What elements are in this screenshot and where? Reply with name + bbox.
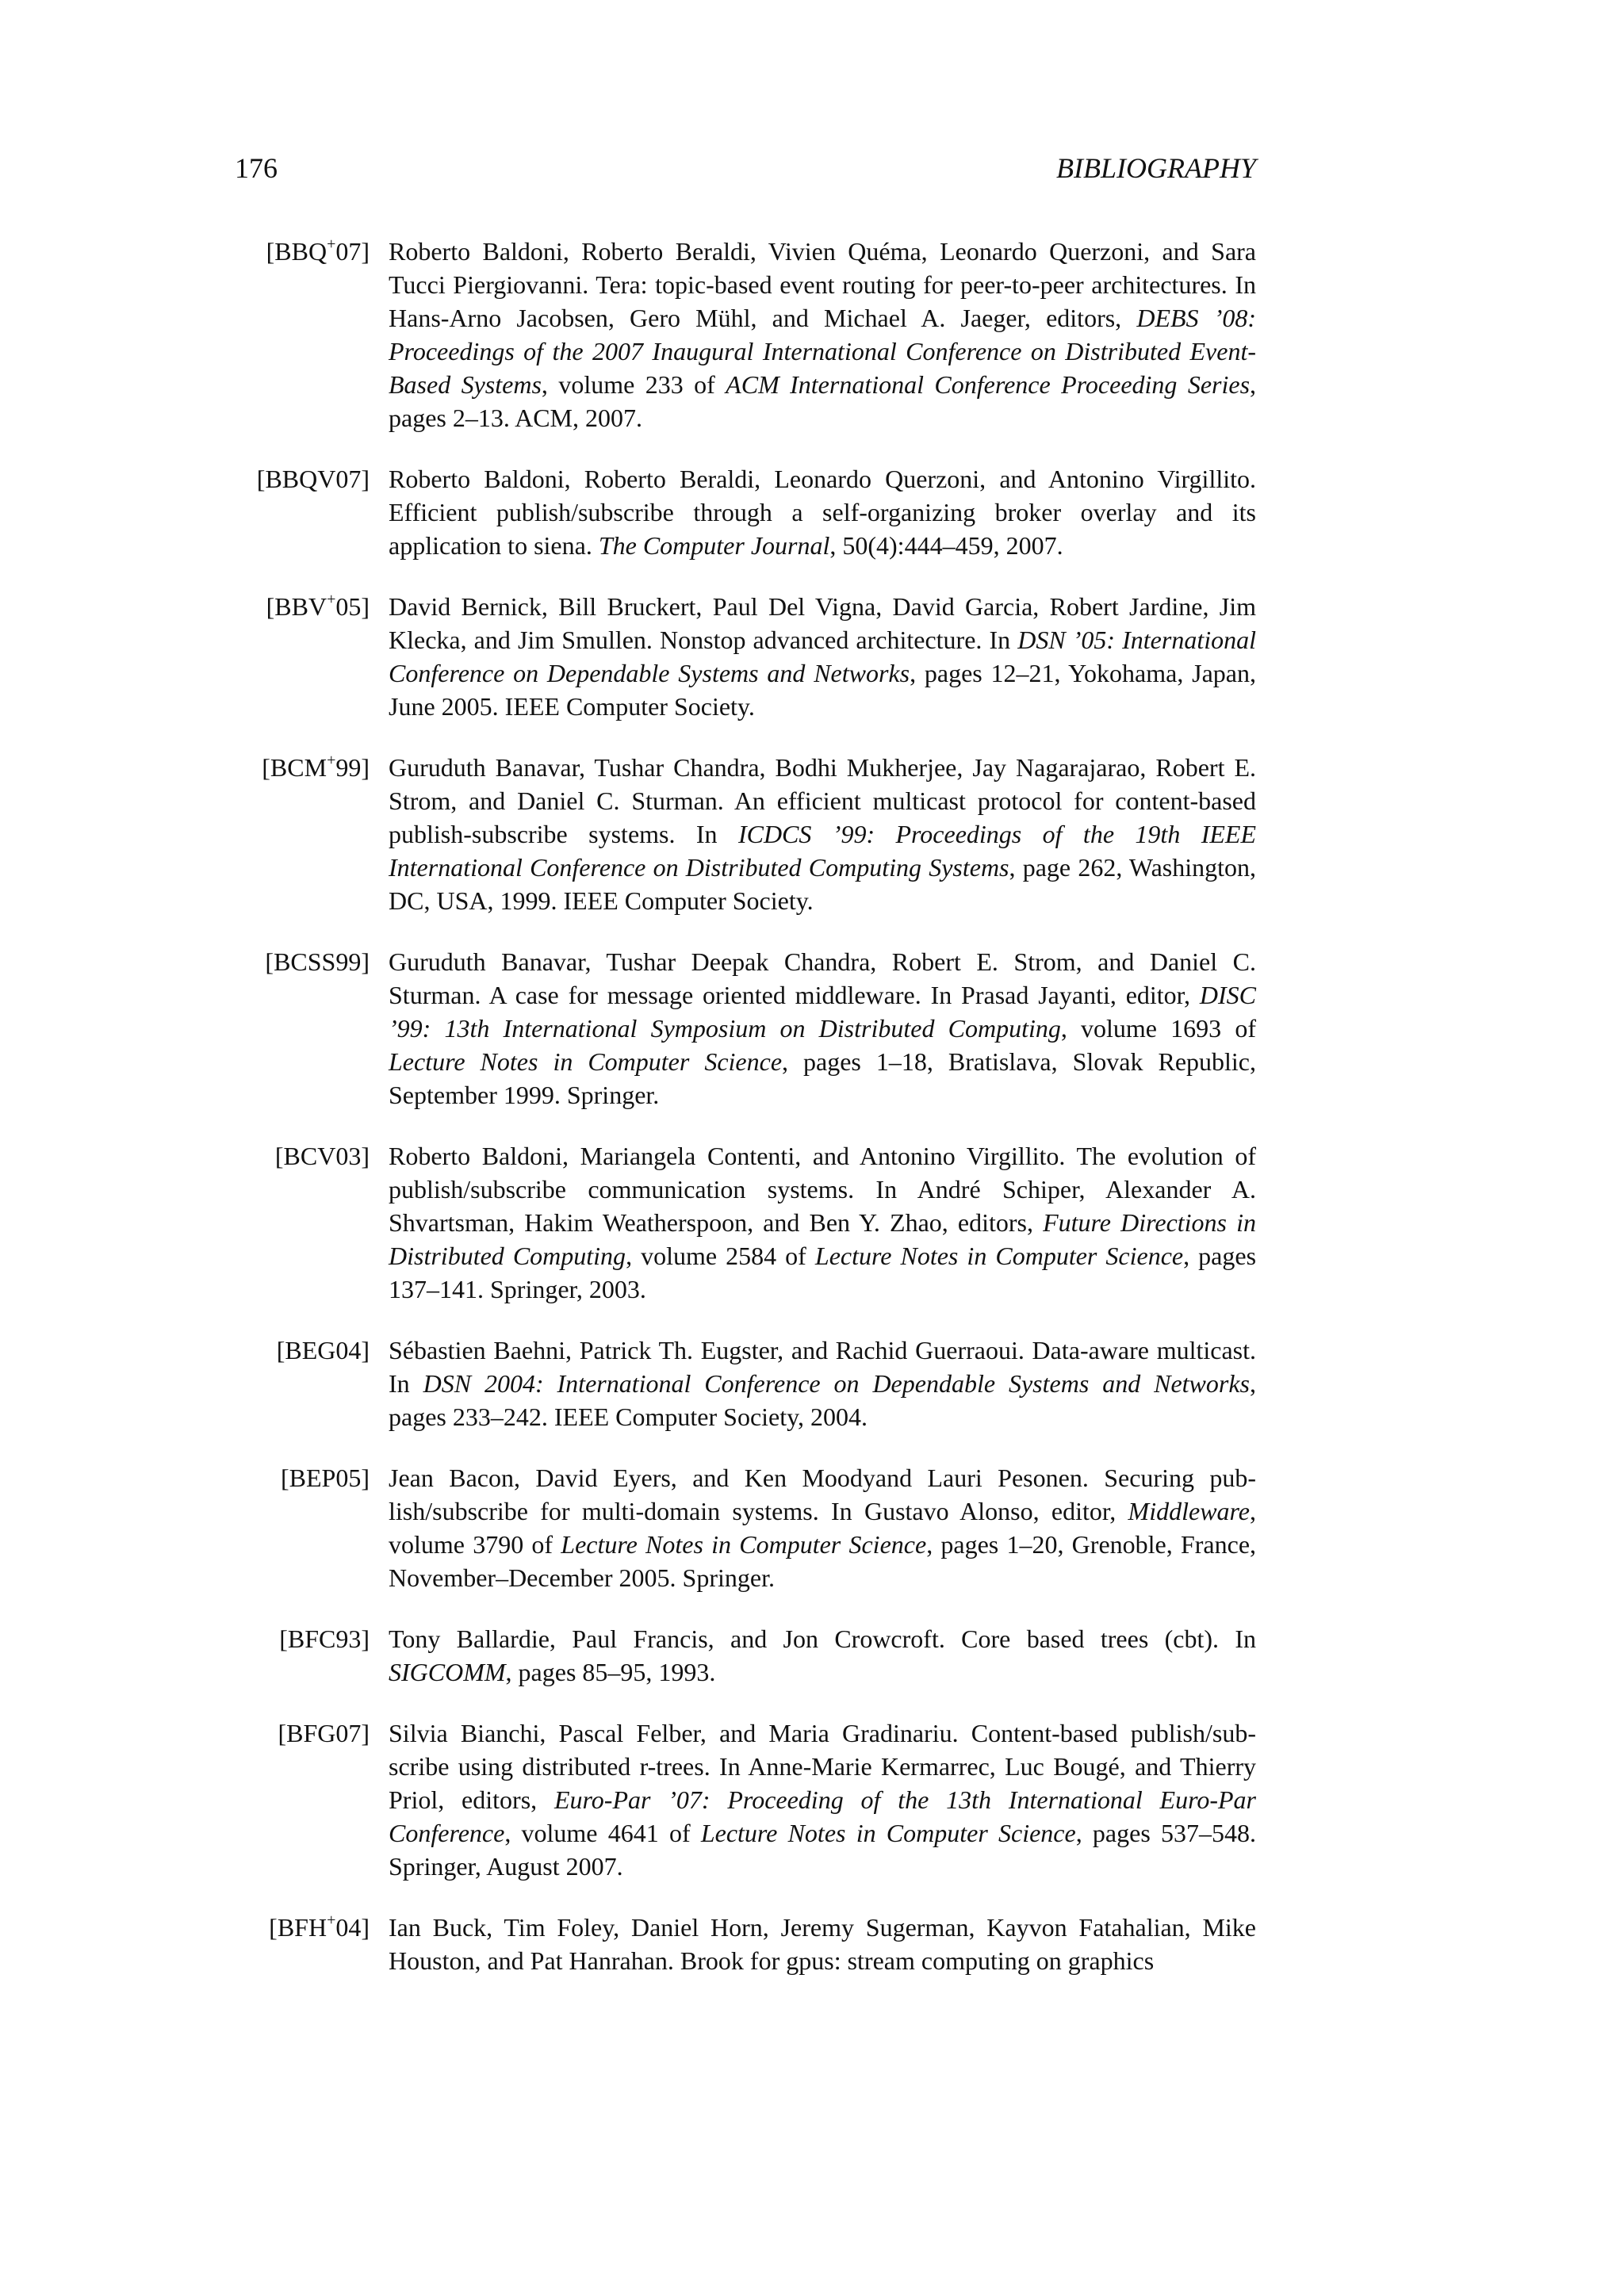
- bib-entry: [235, 1716, 1256, 1883]
- bib-segment: , pages 137–141. Springer, 2003.: [389, 1242, 1257, 1303]
- bib-italic-segment: DEBS ’08: Proceedings of the 2007 Inaugural International Conference on Distributed Event-Based Systems: [389, 304, 1257, 399]
- bib-text: [389, 1911, 1256, 1977]
- bib-segment: , volume 2584 of: [626, 1242, 815, 1270]
- bib-key-base: BBQV07: [265, 465, 362, 493]
- bib-key-base: BFG07: [286, 1719, 362, 1747]
- bib-segment: , volume 233 of: [541, 370, 726, 399]
- bib-italic-segment: SIGCOMM: [389, 1658, 506, 1686]
- bib-segment: Sébastien Baehni, Patrick Th. Eugster, and Rachid Guerraoui. Data-aware multicast. In: [389, 1336, 1256, 1398]
- bib-key-sup: +: [327, 1911, 336, 1930]
- bib-key-sup: +: [327, 591, 336, 609]
- bib-text: [389, 751, 1256, 917]
- bib-entry: [235, 1911, 1256, 1977]
- bib-entry: [235, 1334, 1256, 1433]
- bib-text: [389, 1622, 1256, 1689]
- bib-segment: , volume 3790 of: [389, 1497, 1256, 1559]
- bib-segment: Silvia Bianchi, Pascal Felber, and Maria Gradinariu. Content-based publish/subscribe using distributed r-trees. In Anne-Marie Kermarrec, Luc Bougé, and Thierry Priol, editors,: [389, 1719, 1256, 1814]
- bib-key-base: BFC93: [287, 1624, 362, 1653]
- bib-segment: Roberto Baldoni, Roberto Beraldi, Leonardo Querzoni, and Antonino Virgillito. Efficient publish/subscribe through a self-organizing broker overlay and its application to siena.: [389, 465, 1256, 560]
- bib-key: [BFH+04]: [269, 1911, 370, 1942]
- bib-key: [BBQV07]: [256, 465, 370, 493]
- bib-italic-segment: The Computer Journal: [598, 531, 830, 560]
- bib-italic-segment: Future Directions in Distributed Computing: [389, 1208, 1257, 1270]
- bib-key: [BBV+05]: [266, 591, 370, 621]
- bib-text: [389, 590, 1256, 723]
- bib-segment: , 50(4):444–459, 2007.: [829, 531, 1063, 560]
- bib-key-base: BBQ: [274, 237, 327, 266]
- bib-key-base: BBV: [274, 592, 327, 621]
- bib-text: [389, 945, 1256, 1112]
- bib-key: [BBQ+07]: [266, 235, 370, 266]
- bib-key-sup: +: [327, 235, 336, 254]
- page-header: [235, 147, 1256, 189]
- bib-italic-segment: DISC ’99: 13th International Symposium on Distributed Computing: [389, 981, 1256, 1043]
- bib-italic-segment: Lecture Notes in Computer Science: [389, 1047, 783, 1076]
- bib-entry: [235, 1139, 1256, 1306]
- bib-italic-segment: DSN 2004: International Conference on Dependable Systems and Networks: [423, 1369, 1251, 1398]
- bib-entry: [235, 945, 1256, 1112]
- bib-segment: , pages 2–13. ACM, 2007.: [389, 370, 1257, 432]
- running-head: BIBLIOGRAPHY: [1056, 152, 1256, 184]
- bib-text: [389, 1716, 1256, 1883]
- bib-key-base: BFH: [277, 1913, 327, 1942]
- bib-key-tail: 99: [335, 753, 362, 782]
- bib-segment: , pages 1–18, Bratislava, Slovak Republic, September 1999. Springer.: [389, 1047, 1257, 1109]
- bib-italic-segment: ICDCS ’99: Proceedings of the 19th IEEE International Conference on Distributed Computing Systems: [389, 820, 1257, 882]
- bib-text: [389, 1334, 1256, 1433]
- bib-key: [BCM+99]: [262, 752, 370, 782]
- bib-text: [389, 1461, 1256, 1594]
- bib-italic-segment: DSN ’05: International Conference on Dependable Systems and Networks: [389, 626, 1257, 687]
- bibliography-list: [235, 235, 1256, 2005]
- bib-key: [BCSS99]: [265, 947, 370, 976]
- bib-segment: , pages 537–548. Springer, August 2007.: [389, 1819, 1257, 1881]
- bib-text: [389, 235, 1256, 434]
- bib-italic-segment: Lecture Notes in Computer Science: [561, 1530, 927, 1559]
- bib-segment: Roberto Baldoni, Mariangela Contenti, and Antonino Virgillito. The evolution of publish/subscribe communication systems. In André Schiper, Alexander A. Shvartsman, Hakim Weatherspoon, and Ben Y. Zhao, editors,: [389, 1142, 1256, 1237]
- bib-text: [389, 1139, 1256, 1306]
- bib-entry: [235, 462, 1256, 562]
- bib-entry: [235, 751, 1256, 917]
- bib-text: [389, 462, 1256, 562]
- bib-key-base: BCV03: [283, 1142, 362, 1170]
- bib-key-tail: 04: [335, 1913, 362, 1942]
- bib-entry: [235, 590, 1256, 723]
- bib-segment: , pages 233–242. IEEE Computer Society, 2004.: [389, 1369, 1257, 1431]
- bib-segment: David Bernick, Bill Bruckert, Paul Del Vigna, David Garcia, Robert Jardine, Jim Klecka, and Jim Smullen. Nonstop advanced architecture. In: [389, 592, 1256, 654]
- bib-segment: Ian Buck, Tim Foley, Daniel Horn, Jeremy Sugerman, Kayvon Fatahalian, Mike Houston, and Pat Hanrahan. Brook for gpus: stream computing on graphics: [389, 1913, 1256, 1975]
- bib-segment: Guruduth Banavar, Tushar Deepak Chandra, Robert E. Strom, and Daniel C. Sturman. A case for message oriented middleware. In Prasad Jayanti, editor,: [389, 947, 1256, 1009]
- bib-italic-segment: ACM International Conference Proceeding Series: [726, 370, 1251, 399]
- bib-segment: , pages 1–20, Grenoble, France, November–December 2005. Springer.: [389, 1530, 1257, 1592]
- bib-key: [BEP05]: [281, 1464, 370, 1492]
- bib-entry: [235, 1622, 1256, 1689]
- bib-italic-segment: Middleware: [1128, 1497, 1250, 1525]
- bib-key-sup: +: [327, 752, 336, 770]
- bib-key-base: BCM: [270, 753, 327, 782]
- bib-segment: , volume 4641 of: [504, 1819, 701, 1847]
- bib-segment: Roberto Baldoni, Roberto Beraldi, Vivien Quéma, Leonardo Querzoni, and Sara Tucci Piergiovanni. Tera: topic-based event routing for peer-to-peer architectures. In Hans-Arno Jacobsen, Gero Mühl, and Michael A. Jaeger, editors,: [389, 237, 1256, 332]
- bib-key: [BEG04]: [276, 1336, 370, 1364]
- bib-italic-segment: Lecture Notes in Computer Science: [814, 1242, 1184, 1270]
- page-number: 176: [235, 152, 278, 184]
- bib-key: [BCV03]: [274, 1142, 370, 1170]
- bib-key-tail: 05: [335, 592, 362, 621]
- bib-segment: , pages 85–95, 1993.: [505, 1658, 716, 1686]
- bib-entry: [235, 235, 1256, 434]
- bib-key-tail: 07: [335, 237, 362, 266]
- bib-segment: , page 262, Washington, DC, USA, 1999. IEEE Computer Society.: [389, 853, 1257, 915]
- bib-italic-segment: Euro-Par ’07: Proceeding of the 13th International Euro-Par Conference: [389, 1785, 1257, 1847]
- bib-segment: , pages 12–21, Yokohama, Japan, June 2005. IEEE Computer Society.: [389, 659, 1257, 721]
- bib-key-base: BCSS99: [274, 947, 362, 976]
- bib-entry: [235, 1461, 1256, 1594]
- bib-segment: Jean Bacon, David Eyers, and Ken Moodyand Lauri Pesonen. Securing publish/subscribe for multi-domain systems. In Gustavo Alonso, editor,: [389, 1464, 1256, 1525]
- bib-key-base: BEG04: [285, 1336, 362, 1364]
- bib-italic-segment: Lecture Notes in Computer Science: [700, 1819, 1076, 1847]
- bib-key-base: BEP05: [289, 1464, 362, 1492]
- bib-segment: , volume 1693 of: [1060, 1014, 1257, 1043]
- bib-segment: Tony Ballardie, Paul Francis, and Jon Crowcroft. Core based trees (cbt). In: [389, 1624, 1256, 1653]
- bib-key: [BFC93]: [279, 1624, 370, 1653]
- bib-key: [BFG07]: [278, 1719, 370, 1747]
- bib-segment: Guruduth Banavar, Tushar Chandra, Bodhi Mukherjee, Jay Nagarajarao, Robert E. Strom, and Daniel C. Sturman. An efficient multicast protocol for content-based publish-subscribe systems. In: [389, 753, 1256, 848]
